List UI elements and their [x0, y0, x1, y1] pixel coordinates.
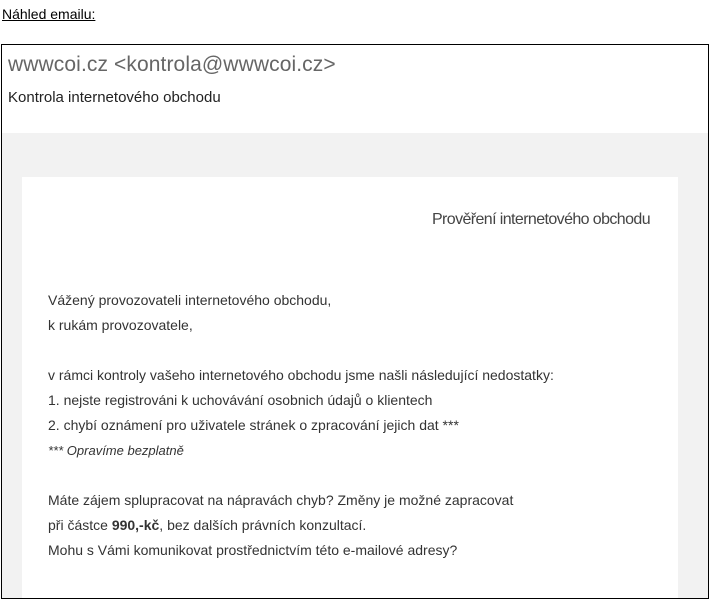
email-header	[2, 45, 708, 133]
email-body-text	[48, 288, 658, 563]
intro-line: v rámci kontroly vašeho internetového obchodu jsme našli následující nedostatky:	[48, 367, 554, 383]
email-preview	[1, 44, 709, 599]
price: 990,-kč	[111, 517, 160, 533]
card-title: Prověření internetového obchodu	[431, 211, 650, 228]
email-subject: Kontrola internetového obchodu	[8, 89, 221, 106]
sender-address: wwwcoi.cz <kontrola@wwwcoi.cz>	[8, 53, 336, 76]
greeting-line: Vážený provozovateli internetového obchodu,	[48, 292, 332, 308]
footnote: *** Opravíme bezplatně	[48, 443, 184, 458]
issue-item: 1. nejste registrováni k uchovávání osobnich údajů o klientech	[48, 392, 433, 408]
offer-line: Mohu s Vámi komunikovat prostřednictvím této e-mailové adresy?	[48, 542, 458, 558]
email-body-background	[2, 133, 708, 598]
offer-line	[48, 513, 658, 538]
greeting-line: k rukám provozovatele,	[48, 317, 193, 333]
issue-item: 2. chybí oznámení pro uživatele stránek o zpracování jejich dat ***	[48, 417, 459, 433]
offer-line: Máte zájem splupracovat na nápravách chyb? Změny je možné zapracovat	[48, 492, 514, 508]
offer-suffix: , bez dalších právních konzultací.	[159, 517, 367, 533]
email-content-card	[22, 177, 678, 599]
offer-prefix: při částce	[48, 517, 112, 533]
preview-caption: Náhled emailu:	[2, 6, 96, 22]
